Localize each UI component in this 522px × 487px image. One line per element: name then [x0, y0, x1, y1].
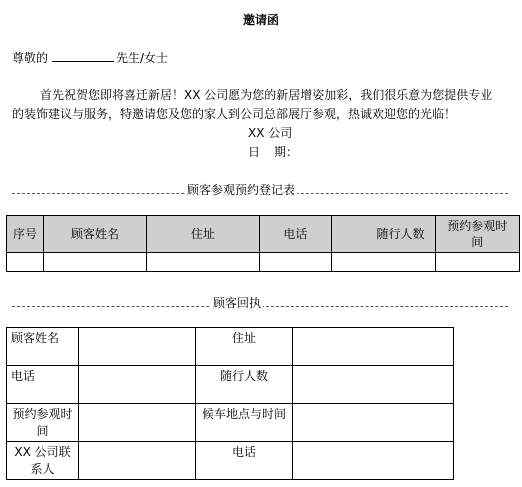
table-cell[interactable]: [147, 253, 260, 272]
reply-section-title: 顾客回执: [213, 296, 262, 310]
table-cell[interactable]: [79, 404, 196, 442]
table-cell[interactable]: [79, 442, 196, 480]
reply-label-phone: 电话: [7, 366, 79, 404]
table-cell[interactable]: [332, 253, 435, 272]
table-row: [7, 442, 454, 480]
reply-label-address: 住址: [196, 328, 293, 366]
greeting-suffix: 先生/女士: [116, 51, 169, 65]
registration-section-title: 顾客参观预约登记表: [187, 183, 296, 197]
table-cell[interactable]: [293, 366, 454, 404]
table-cell[interactable]: [7, 253, 44, 272]
table-row: [7, 253, 520, 272]
table-cell[interactable]: [293, 442, 454, 480]
reply-label-pickup: 候车地点与时间: [196, 404, 293, 442]
column-header-phone: 电话: [259, 216, 331, 253]
column-header-companions: 随行人数: [332, 216, 435, 253]
table-cell[interactable]: [43, 253, 146, 272]
column-header-visit-time: 预约参观时间: [435, 216, 519, 253]
table-cell[interactable]: [293, 328, 454, 366]
paragraph-line-1: 首先祝贺您即将喜迁新居！XX 公司愿为您的新居增姿加彩，我们很乐意为您提供专业: [40, 88, 493, 102]
table-cell[interactable]: [79, 366, 196, 404]
date-label-1: 日: [248, 145, 261, 159]
date-label-2: 期：: [274, 145, 299, 159]
signature-date: [248, 143, 298, 160]
paragraph-line-2: 的装饰建议与服务，特邀请您及您的家人到公司总部展厅参观，热诚欢迎您的光临！: [12, 107, 457, 121]
reply-label-contact: XX 公司联系人: [7, 442, 79, 480]
table-row: [7, 366, 454, 404]
table-cell[interactable]: [435, 253, 519, 272]
column-header-name: 顾客姓名: [43, 216, 146, 253]
reply-label-companions: 随行人数: [196, 366, 293, 404]
table-cell[interactable]: [79, 328, 196, 366]
column-header-no: 序号: [7, 216, 44, 253]
column-header-address: 住址: [147, 216, 260, 253]
table-row: [7, 328, 454, 366]
table-row: [7, 404, 454, 442]
greeting-prefix: 尊敬的: [12, 51, 49, 65]
reply-label-name: 顾客姓名: [7, 328, 79, 366]
invitation-paragraph: [12, 86, 514, 124]
reply-label-contact-phone: 电话: [196, 442, 293, 480]
registration-table: [6, 215, 520, 272]
reply-table: [6, 327, 454, 480]
table-cell[interactable]: [293, 404, 454, 442]
name-blank[interactable]: [52, 50, 114, 62]
table-cell[interactable]: [259, 253, 331, 272]
reply-label-visit-time: 预约参观时间: [7, 404, 79, 442]
signature-company: XX 公司: [248, 126, 293, 140]
table-header-row: [7, 216, 520, 253]
greeting-line: [12, 49, 168, 66]
page-title: 邀请函: [242, 13, 279, 27]
